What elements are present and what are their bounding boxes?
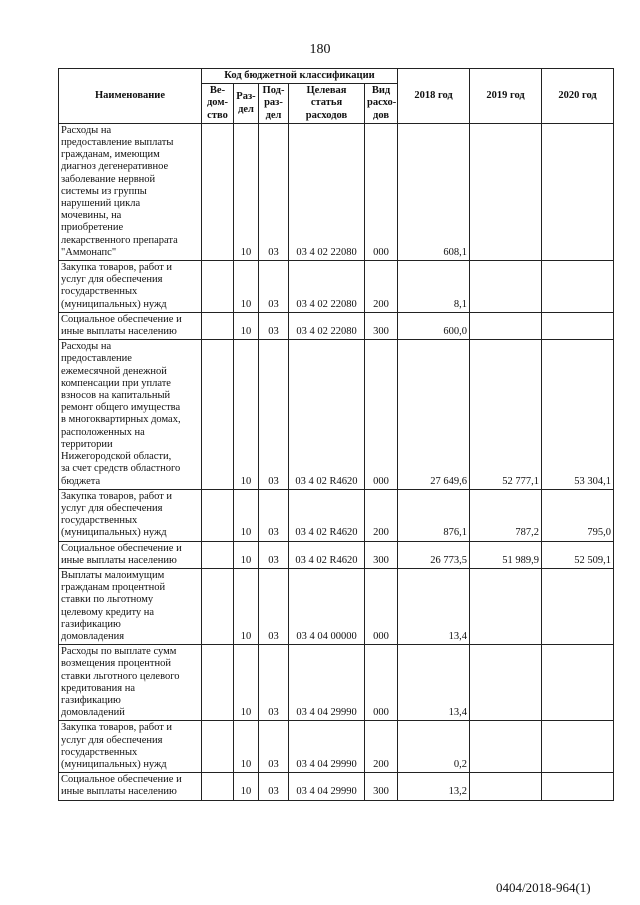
row-podrazdel: 03 <box>259 541 289 568</box>
table-row <box>59 568 614 644</box>
row-amount-2020 <box>542 773 614 800</box>
row-amount-2019 <box>470 721 542 773</box>
row-razdel: 10 <box>234 123 259 260</box>
page-number: 180 <box>309 42 331 57</box>
header-2019: 2019 год <box>470 69 542 124</box>
row-celevaya-statya: 03 4 02 R4620 <box>289 489 365 541</box>
row-podrazdel: 03 <box>259 721 289 773</box>
row-amount-2019: 787,2 <box>470 489 542 541</box>
table-row <box>59 489 614 541</box>
row-name: Социальное обеспечение и иные выплаты населению <box>59 312 202 339</box>
header-name: Наименование <box>59 69 202 124</box>
row-celevaya-statya: 03 4 02 22080 <box>289 123 365 260</box>
row-podrazdel: 03 <box>259 773 289 800</box>
row-celevaya-statya: 03 4 04 29990 <box>289 721 365 773</box>
row-name: Выплаты малоимущим гражданам процентной ставки по льготному целевому кредиту на газификацию домовладения <box>59 568 202 644</box>
row-amount-2020 <box>542 645 614 721</box>
table-row <box>59 645 614 721</box>
table-row <box>59 721 614 773</box>
row-amount-2019: 51 989,9 <box>470 541 542 568</box>
row-amount-2020 <box>542 123 614 260</box>
row-celevaya-statya: 03 4 04 00000 <box>289 568 365 644</box>
row-name: Расходы на предоставление выплаты гражданам, имеющим диагноз дегенеративное заболевание нервной системы из группы нарушений цикла мочевины, на приобретение лекарственного препарата "Аммонапс" <box>59 123 202 260</box>
row-amount-2018: 8,1 <box>398 261 470 313</box>
row-amount-2018: 876,1 <box>398 489 470 541</box>
row-vedomstvo <box>202 721 234 773</box>
row-amount-2019 <box>470 123 542 260</box>
row-vedomstvo <box>202 312 234 339</box>
header-celevaya-statya: Целевая статья расходов <box>289 84 365 124</box>
row-amount-2018: 0,2 <box>398 721 470 773</box>
row-amount-2018: 608,1 <box>398 123 470 260</box>
row-podrazdel: 03 <box>259 261 289 313</box>
row-vedomstvo <box>202 123 234 260</box>
row-razdel: 10 <box>234 261 259 313</box>
row-amount-2020: 53 304,1 <box>542 340 614 489</box>
row-name: Расходы по выплате сумм возмещения процентной ставки льготного целевого кредитования на газификацию домовладений <box>59 645 202 721</box>
header-podrazdel: Под- раз- дел <box>259 84 289 124</box>
row-vid-rashodov: 200 <box>365 261 398 313</box>
row-razdel: 10 <box>234 340 259 489</box>
row-vid-rashodov: 000 <box>365 123 398 260</box>
row-celevaya-statya: 03 4 02 22080 <box>289 312 365 339</box>
row-celevaya-statya: 03 4 02 R4620 <box>289 340 365 489</box>
row-amount-2018: 600,0 <box>398 312 470 339</box>
row-vid-rashodov: 200 <box>365 489 398 541</box>
row-name: Социальное обеспечение и иные выплаты населению <box>59 773 202 800</box>
header-2020: 2020 год <box>542 69 614 124</box>
table-row <box>59 773 614 800</box>
row-celevaya-statya: 03 4 04 29990 <box>289 773 365 800</box>
row-name: Закупка товаров, работ и услуг для обеспечения государственных (муниципальных) нужд <box>59 261 202 313</box>
row-podrazdel: 03 <box>259 645 289 721</box>
row-amount-2020 <box>542 312 614 339</box>
row-amount-2020 <box>542 568 614 644</box>
row-name: Социальное обеспечение и иные выплаты населению <box>59 541 202 568</box>
row-razdel: 10 <box>234 568 259 644</box>
row-amount-2018: 26 773,5 <box>398 541 470 568</box>
row-amount-2019 <box>470 261 542 313</box>
row-amount-2020: 795,0 <box>542 489 614 541</box>
row-razdel: 10 <box>234 721 259 773</box>
row-amount-2018: 27 649,6 <box>398 340 470 489</box>
row-razdel: 10 <box>234 541 259 568</box>
row-amount-2020: 52 509,1 <box>542 541 614 568</box>
row-podrazdel: 03 <box>259 312 289 339</box>
row-vid-rashodov: 200 <box>365 721 398 773</box>
row-amount-2019 <box>470 312 542 339</box>
row-vid-rashodov: 300 <box>365 312 398 339</box>
row-vid-rashodov: 000 <box>365 340 398 489</box>
row-podrazdel: 03 <box>259 568 289 644</box>
row-amount-2019 <box>470 568 542 644</box>
table-row <box>59 541 614 568</box>
row-amount-2020 <box>542 721 614 773</box>
row-amount-2018: 13,4 <box>398 645 470 721</box>
row-vedomstvo <box>202 773 234 800</box>
row-amount-2018: 13,2 <box>398 773 470 800</box>
row-razdel: 10 <box>234 773 259 800</box>
row-vid-rashodov: 300 <box>365 541 398 568</box>
row-vedomstvo <box>202 489 234 541</box>
row-vedomstvo <box>202 541 234 568</box>
table-row <box>59 340 614 489</box>
row-podrazdel: 03 <box>259 340 289 489</box>
header-2018: 2018 год <box>398 69 470 124</box>
document-code: 0404/2018-964(1) <box>496 880 591 895</box>
row-name: Закупка товаров, работ и услуг для обеспечения государственных (муниципальных) нужд <box>59 489 202 541</box>
row-name: Расходы на предоставление ежемесячной денежной компенсации при уплате взносов на капитальный ремонт общего имущества в многоквартирных домах, расположенных на территории Нижегородской области, за счет средств областного бюджета <box>59 340 202 489</box>
row-amount-2020 <box>542 261 614 313</box>
row-vid-rashodov: 300 <box>365 773 398 800</box>
row-celevaya-statya: 03 4 02 22080 <box>289 261 365 313</box>
header-budget-classification: Код бюджетной классификации <box>202 69 398 84</box>
budget-table <box>58 68 614 801</box>
row-vedomstvo <box>202 340 234 489</box>
row-amount-2018: 13,4 <box>398 568 470 644</box>
row-amount-2019: 52 777,1 <box>470 340 542 489</box>
row-celevaya-statya: 03 4 02 R4620 <box>289 541 365 568</box>
table-row <box>59 123 614 260</box>
header-razdel: Раз- дел <box>234 84 259 124</box>
row-vedomstvo <box>202 568 234 644</box>
row-name: Закупка товаров, работ и услуг для обеспечения государственных (муниципальных) нужд <box>59 721 202 773</box>
header-vid-rashodov: Вид расхо- дов <box>365 84 398 124</box>
table-row <box>59 312 614 339</box>
row-razdel: 10 <box>234 312 259 339</box>
row-vedomstvo <box>202 261 234 313</box>
row-razdel: 10 <box>234 489 259 541</box>
row-amount-2019 <box>470 645 542 721</box>
row-celevaya-statya: 03 4 04 29990 <box>289 645 365 721</box>
row-amount-2019 <box>470 773 542 800</box>
row-podrazdel: 03 <box>259 123 289 260</box>
row-podrazdel: 03 <box>259 489 289 541</box>
row-vid-rashodov: 000 <box>365 568 398 644</box>
row-vid-rashodov: 000 <box>365 645 398 721</box>
header-vedomstvo: Ве- дом- ство <box>202 84 234 124</box>
row-razdel: 10 <box>234 645 259 721</box>
row-vedomstvo <box>202 645 234 721</box>
table-row <box>59 261 614 313</box>
